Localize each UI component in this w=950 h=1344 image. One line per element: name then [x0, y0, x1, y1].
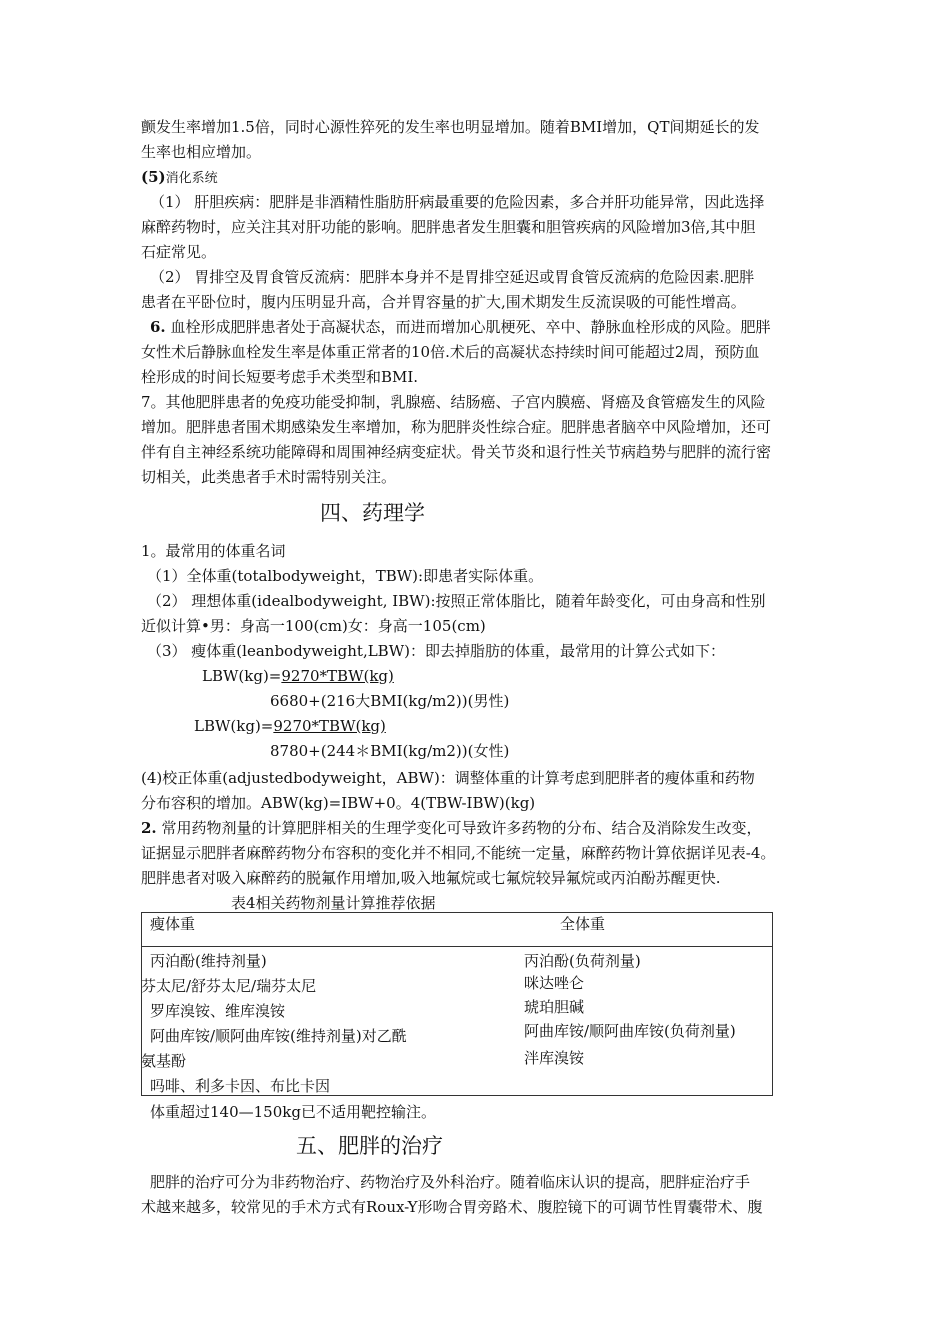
formula-female-numerator: LBW(kg)=9270*TBW(kg) — [194, 717, 386, 735]
section-label: 消化系统 — [165, 171, 218, 186]
paragraph-line: 7。其他肥胖患者的免疫功能受抑制，乳腺癌、结肠癌、子宫内膜癌、肾癌及食管癌发生的风险 — [141, 393, 766, 411]
formula-female-denominator: 8780+(244＊BMI(kg/m2))(女性) — [270, 742, 510, 760]
paragraph-line: 麻醉药物时，应关注其对肝功能的影响。肥胖患者发生胆囊和胆管疾病的风险增加3倍,其中胆 — [141, 218, 756, 236]
table-cell: 阿曲库铵/顺阿曲库铵(维持剂量)对乙酰 — [150, 1027, 407, 1045]
paragraph-line: 肥胖患者对吸入麻醉药的脱氟作用增加,吸入地氟烷或七氟烷较异氟烷或丙泊酚苏醒更快. — [141, 869, 721, 887]
table-note: 体重超过140—150kg已不适用靶控输注。 — [150, 1103, 436, 1121]
table-cell: 芬太尼/舒芬太尼/瑞芬太尼 — [141, 977, 317, 995]
paragraph-line: （2） 理想体重(idealbodyweight, IBW):按照正常体脂比，随着年龄变化，可由身高和性别 — [147, 592, 766, 610]
table-cell: 丙泊酚(负荷剂量) — [524, 952, 641, 970]
paragraph-line: 术越来越多，较常见的手术方式有Roux-Y形吻合胃旁路术、腹腔镜下的可调节性胃囊带术、腹 — [141, 1198, 763, 1216]
section-heading: 四、药理学 — [320, 501, 425, 525]
paragraph-line: (4)校正体重(adjustedbodyweight，ABW)：调整体重的计算考虑到肥胖者的瘦体重和药物 — [141, 769, 755, 787]
table-cell: 琥珀胆碱 — [524, 998, 585, 1016]
table-header-rule — [142, 946, 772, 947]
table-cell: 咪达唑仑 — [524, 974, 585, 992]
paragraph-line: 患者在平卧位时，腹内压明显升高，合并胃容量的扩大,围术期发生反流误吸的可能性增高。 — [141, 293, 746, 311]
paragraph-line: 1。最常用的体重名词 — [141, 542, 286, 560]
paragraph-line: 肥胖的治疗可分为非药物治疗、药物治疗及外科治疗。随着临床认识的提高，肥胖症治疗手 — [150, 1173, 751, 1191]
table-header-right: 全体重 — [560, 915, 606, 933]
section-number: (5) — [141, 168, 166, 186]
paragraph-line: 伴有自主神经系统功能障碍和周围神经病变症状。骨关节炎和退行性关节病趋势与肥胖的流行密 — [141, 443, 772, 461]
table-header-left: 瘦体重 — [150, 915, 196, 933]
table-cell: 吗啡、利多卡因、布比卡因 — [150, 1077, 331, 1095]
paragraph-line: 6. 血栓形成肥胖患者处于高凝状态，而进而增加心肌梗死、卒中、静脉血栓形成的风险。肥胖 — [150, 318, 771, 336]
table-caption: 表4相关药物剂量计算推荐依据 — [231, 894, 436, 912]
table-cell: 丙泊酚(维持剂量) — [150, 952, 267, 970]
paragraph-line: （1）全体重(totalbodyweight，TBW):即患者实际体重。 — [147, 567, 544, 585]
table-cell: 罗库溴铵、维库溴铵 — [150, 1002, 286, 1020]
item-number: 2. — [141, 819, 157, 837]
item-number: 6. — [150, 318, 166, 336]
paragraph-line: 近似计算•男：身高一100(cm)女：身高一105(cm) — [141, 617, 486, 635]
section-heading: 五、肥胖的治疗 — [296, 1134, 443, 1158]
formula-male-denominator: 6680+(216大BMI(kg/m2))(男性) — [270, 692, 510, 710]
paragraph-line: （1） 肝胆疾病：肥胖是非酒精性脂肪肝病最重要的危险因素，多合并肝功能异常，因此选择 — [150, 193, 765, 211]
paragraph-line: 切相关，此类患者手术时需特别关注。 — [141, 468, 397, 486]
paragraph-line: （2） 胃排空及胃食管反流病：肥胖本身并不是胃排空延迟或胃食管反流病的危险因素.肥胖 — [150, 268, 755, 286]
paragraph-line: 增加。肥胖患者围术期感染发生率增加，称为肥胖炎性综合症。肥胖患者脑卒中风险增加，还可 — [141, 418, 772, 436]
paragraph-line: 生率也相应增加。 — [141, 143, 262, 161]
paragraph-line: 颤发生率增加1.5倍，同时心源性猝死的发生率也明显增加。随着BMI增加，QT间期延长的发 — [141, 118, 760, 136]
paragraph-line: 2. 常用药物剂量的计算肥胖相关的生理学变化可导致许多药物的分布、结合及消除发生改变， — [141, 819, 762, 837]
paragraph-line: （3） 瘦体重(leanbodyweight,LBW)：即去掉脂肪的体重，最常用的计算公式如下： — [147, 642, 725, 660]
section-5-title — [141, 167, 218, 189]
paragraph-line: 栓形成的时间长短要考虑手术类型和BMI. — [141, 368, 419, 386]
paragraph-line: 分布容积的增加。ABW(kg)=IBW+0。4(TBW-IBW)(kg) — [141, 794, 536, 812]
formula-male-numerator: LBW(kg)=9270*TBW(kg) — [202, 667, 394, 685]
table-cell: 氨基酚 — [141, 1052, 187, 1070]
table-cell: 泮库溴铵 — [524, 1049, 585, 1067]
paragraph-line: 证据显示肥胖者麻醉药物分布容积的变化并不相同,不能统一定量，麻醉药物计算依据详见表-4。 — [141, 844, 776, 862]
paragraph-line: 石症常见。 — [141, 243, 217, 261]
paragraph-line: 女性术后静脉血栓发生率是体重正常者的10倍.术后的高凝状态持续时间可能超过2周，预防血 — [141, 343, 760, 361]
table-cell: 阿曲库铵/顺阿曲库铵(负荷剂量) — [524, 1022, 736, 1040]
